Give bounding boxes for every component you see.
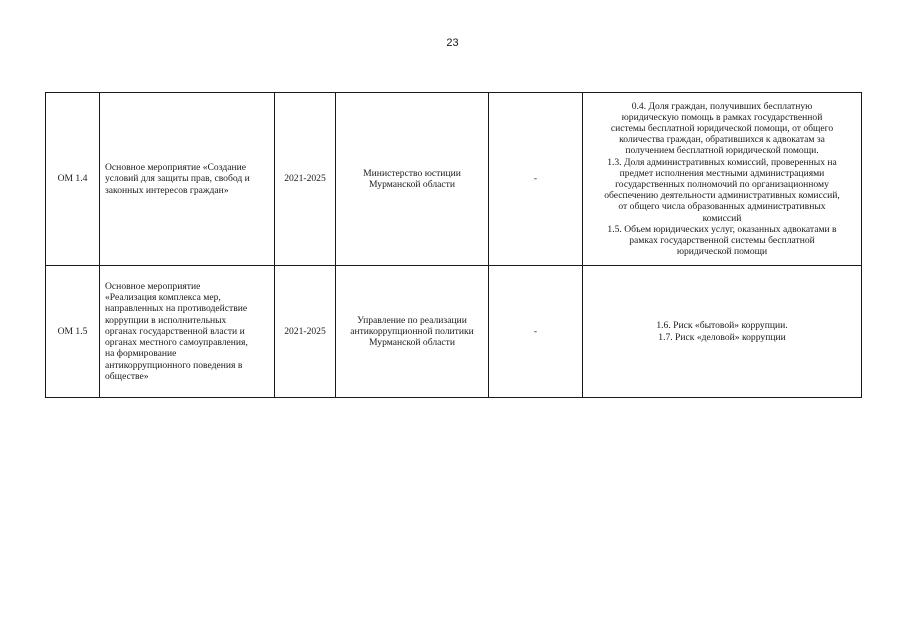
indicator-line: получением бесплатной юридической помощи. xyxy=(625,145,819,157)
indicator-line: 1.6. Риск «бытовой» коррупции. xyxy=(656,320,788,332)
indicator-line: предмет исполнения местными администрациями xyxy=(619,167,825,179)
executor-cell xyxy=(336,93,489,266)
empty-value-dash: - xyxy=(533,325,538,337)
event-name-line: коррупции в исполнительных xyxy=(105,314,227,326)
indicator-line: государственных полномочий по организационному xyxy=(615,179,829,190)
executor-line: Министерство юстиции xyxy=(363,167,461,179)
executor-line: Управление по реализации xyxy=(357,314,467,326)
table-row xyxy=(46,266,862,398)
executor-line: Мурманской области xyxy=(369,179,455,190)
event-name-line: условий для защиты прав, свобод и xyxy=(105,173,250,185)
event-name-line: органах государственной власти и xyxy=(105,325,245,337)
executor-line: Мурманской области xyxy=(369,337,455,349)
indicator-line: системы бесплатной юридической помощи, от общего xyxy=(610,122,834,134)
event-name-line: на формирование xyxy=(105,348,177,360)
page-number: 23 xyxy=(446,37,459,49)
indicator-line: юридическую помощь в рамках государственной xyxy=(621,111,823,123)
empty-value-cell xyxy=(489,93,583,266)
program-table xyxy=(45,92,862,398)
implementation-years-cell xyxy=(275,266,336,398)
event-name-line: антикоррупционного поведения в xyxy=(105,359,243,371)
implementation-years: 2021-2025 xyxy=(284,173,326,185)
event-code: ОМ 1.5 xyxy=(57,325,88,337)
executor-cell xyxy=(336,266,489,398)
implementation-years: 2021-2025 xyxy=(284,325,326,337)
indicator-line: 1.3. Доля административных комиссий, проверенных на xyxy=(607,156,837,168)
empty-value-cell xyxy=(489,266,583,398)
empty-value-dash: - xyxy=(533,173,538,185)
event-name-line: направленных на противодействие xyxy=(105,303,248,315)
table-row xyxy=(46,93,862,266)
indicator-line: комиссий xyxy=(702,212,742,224)
event-code: ОМ 1.4 xyxy=(57,173,88,185)
indicator-line: количества граждан, обратившихся к адвокатам за xyxy=(619,134,825,146)
executor-line: антикоррупционной политики xyxy=(350,325,474,337)
indicators-cell xyxy=(583,266,862,398)
event-name-cell xyxy=(100,266,275,398)
event-name-cell xyxy=(100,93,275,266)
indicator-line: от общего числа образованных административных xyxy=(618,201,826,213)
event-name-line: органах местного самоуправления, xyxy=(105,337,248,349)
event-name-line: Основное мероприятие «Создание xyxy=(105,162,247,174)
event-name-line: «Реализация комплекса мер, xyxy=(105,292,221,304)
event-code-cell xyxy=(46,93,100,266)
indicator-line: обеспечению деятельности административных комиссий, xyxy=(604,190,840,202)
indicator-line: 1.5. Объем юридических услуг, оказанных адвокатами в xyxy=(607,223,837,235)
event-name-line: законных интересов граждан» xyxy=(105,184,229,196)
indicators-cell xyxy=(583,93,862,266)
event-code-cell xyxy=(46,266,100,398)
indicator-line: юридической помощи xyxy=(676,246,768,258)
indicator-line: 0.4. Доля граждан, получивших бесплатную xyxy=(631,100,813,112)
indicator-line: 1.7. Риск «деловой» коррупции xyxy=(658,331,786,343)
implementation-years-cell xyxy=(275,93,336,266)
event-name-line: Основное мероприятие xyxy=(105,281,201,293)
indicator-line: рамках государственной системы бесплатной xyxy=(629,235,815,247)
event-name-line: обществе» xyxy=(105,370,149,382)
